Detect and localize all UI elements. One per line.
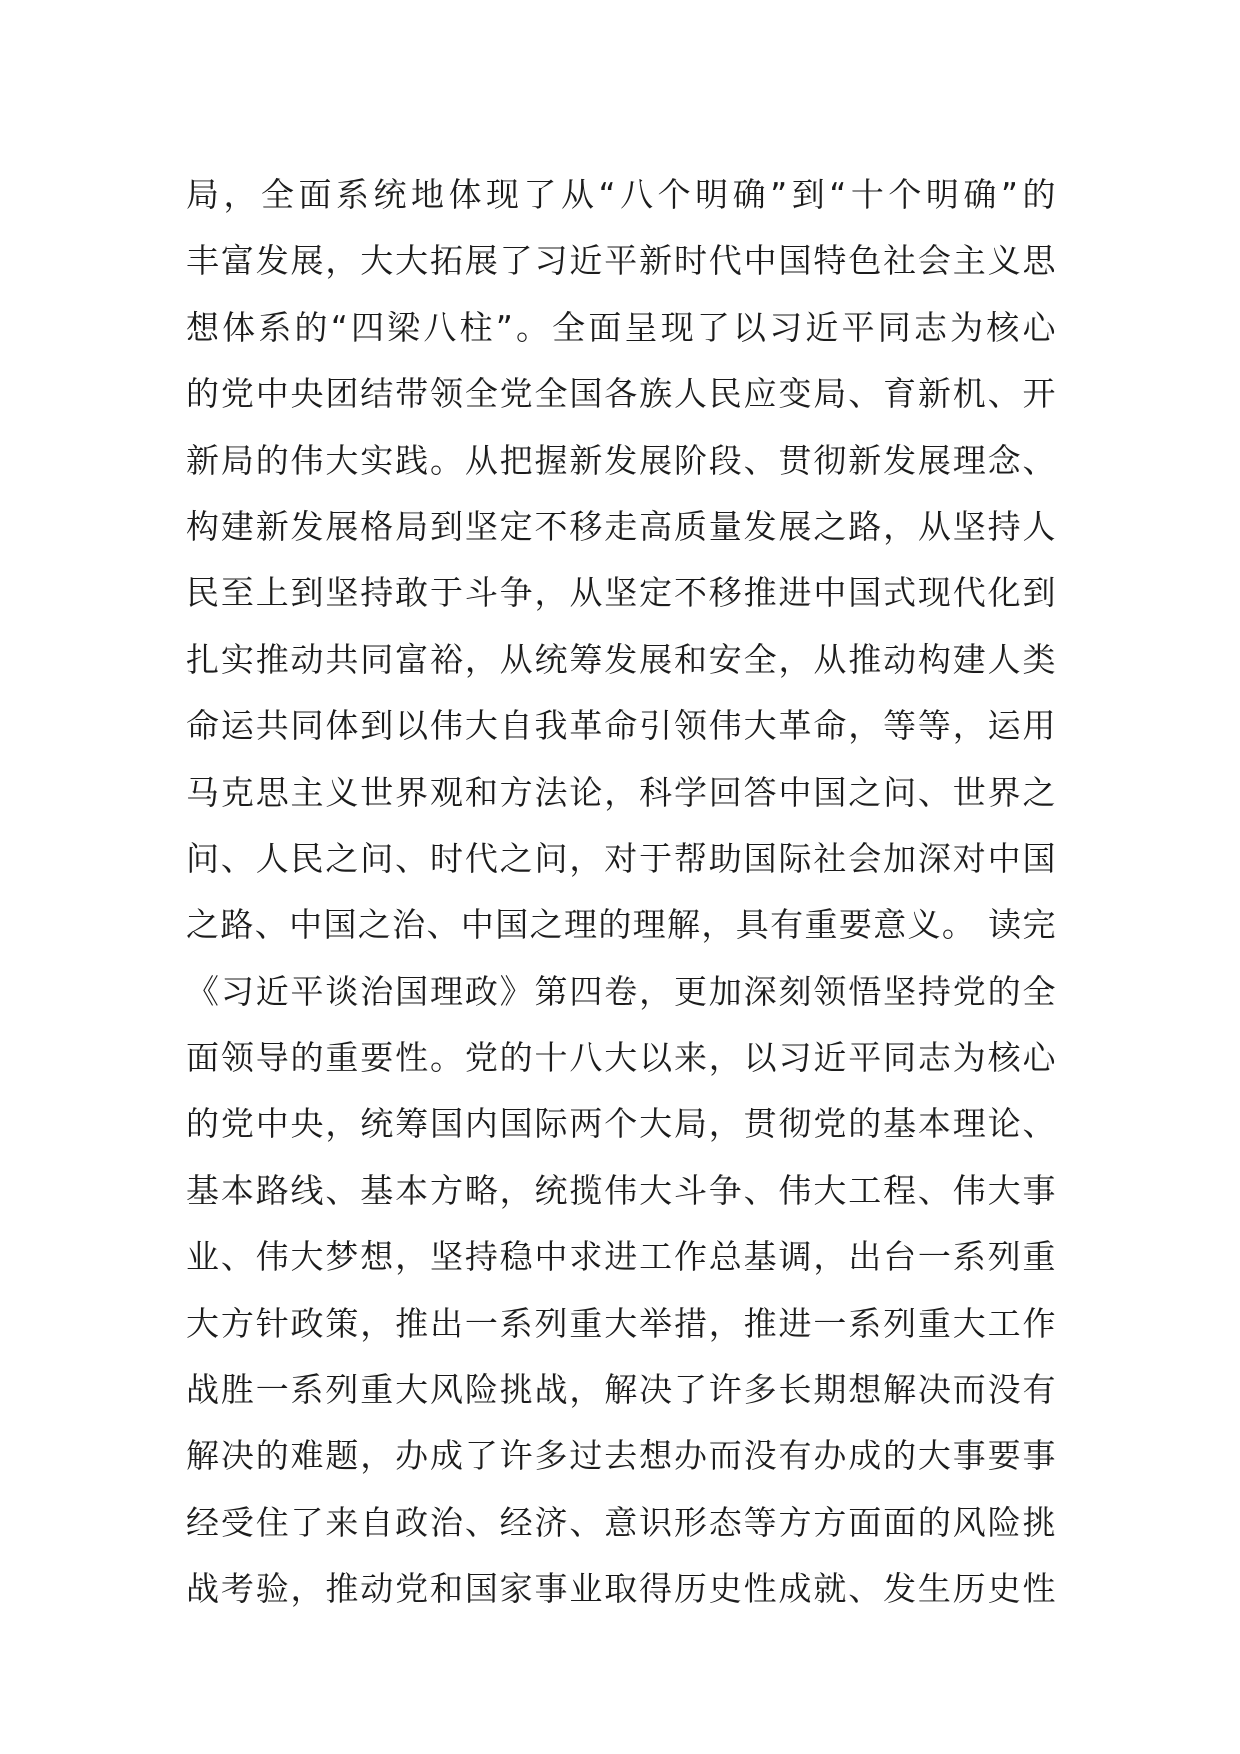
text-line: 命运共同体到以伟大自我革命引领伟大革命，等等，运用 xyxy=(186,706,1056,746)
text-line: 基本路线、基本方略，统揽伟大斗争、伟大工程、伟大事 xyxy=(186,1170,1056,1210)
text-line: 丰富发展，大大拓展了习近平新时代中国特色社会主义思 xyxy=(186,241,1056,281)
text-line: 新局的伟大实践。从把握新发展阶段、贯彻新发展理念、 xyxy=(186,440,1056,480)
text-line: 解决的难题，办成了许多过去想办而没有办成的大事要事 xyxy=(186,1436,1056,1476)
text-line: 民至上到坚持敢于斗争，从坚定不移推进中国式现代化到 xyxy=(186,573,1056,613)
text-line: 的党中央，统筹国内国际两个大局，贯彻党的基本理论、 xyxy=(186,1104,1056,1144)
text-line: 马克思主义世界观和方法论，科学回答中国之问、世界之 xyxy=(186,772,1056,812)
text-line: 《习近平谈治国理政》第四卷，更加深刻领悟坚持党的全 xyxy=(186,971,1056,1011)
text-line: 业、伟大梦想，坚持稳中求进工作总基调，出台一系列重 xyxy=(186,1237,1056,1277)
text-line: 的党中央团结带领全党全国各族人民应变局、育新机、开 xyxy=(186,374,1056,414)
text-line: 局，全面系统地体现了从“八个明确”到“十个明确”的 xyxy=(186,175,1056,214)
text-line: 想体系的“四梁八柱”。全面呈现了以习近平同志为核心 xyxy=(186,307,1056,347)
text-line: 战胜一系列重大风险挑战，解决了许多长期想解决而没有 xyxy=(186,1370,1056,1410)
body-text xyxy=(186,162,1056,1623)
text-line: 经受住了来自政治、经济、意识形态等方方面面的风险挑 xyxy=(186,1502,1056,1542)
text-line: 构建新发展格局到坚定不移走高质量发展之路，从坚持人 xyxy=(186,506,1056,546)
text-line: 战考验，推动党和国家事业取得历史性成就、发生历史性 xyxy=(186,1569,1056,1609)
text-line: 问、人民之问、时代之问，对于帮助国际社会加深对中国 xyxy=(186,838,1056,878)
text-line: 扎实推动共同富裕，从统筹发展和安全，从推动构建人类 xyxy=(186,639,1056,679)
text-line: 面领导的重要性。党的十八大以来，以习近平同志为核心 xyxy=(186,1038,1056,1078)
text-line: 大方针政策，推出一系列重大举措，推进一系列重大工作 xyxy=(186,1303,1056,1343)
text-line: 之路、中国之治、中国之理的理解，具有重要意义。 读完 xyxy=(186,905,1056,945)
